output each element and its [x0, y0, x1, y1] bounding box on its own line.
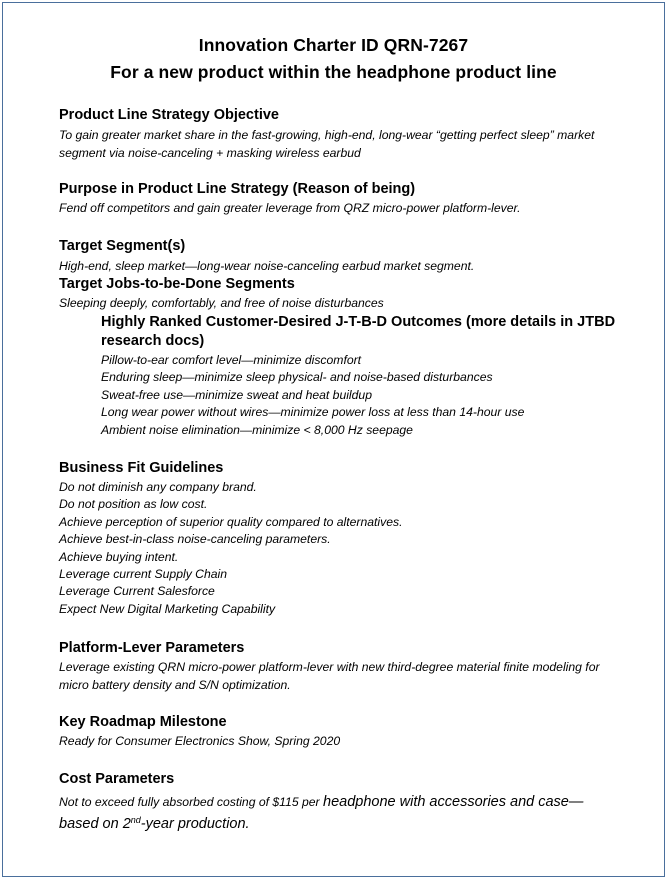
segments-text: High-end, sleep market—long-wear noise-canceling earbud market segment.	[59, 259, 475, 273]
purpose-text: Fend off competitors and gain greater leverage from QRZ micro-power platform-lever.	[59, 201, 521, 215]
business-fit-item: Achieve best-in-class noise-canceling parameters.	[59, 532, 331, 546]
outcome-item: Enduring sleep—minimize sleep physical- and noise-based disturbances	[101, 370, 493, 384]
document-title: Innovation Charter ID QRN-7267	[198, 35, 469, 55]
outcome-item: Sweat-free use—minimize sweat and heat buildup	[101, 388, 372, 402]
document-subtitle: For a new product within the headphone product line	[110, 62, 557, 82]
cost-text-part: -year production.	[140, 816, 250, 832]
outcomes-heading-line1: Highly Ranked Customer-Desired J-T-B-D Outcomes (more details in JTBD	[101, 314, 616, 330]
business-fit-item: Do not position as low cost.	[59, 497, 208, 511]
business-fit-heading: Business Fit Guidelines	[59, 460, 224, 476]
charter-document	[2, 2, 665, 877]
business-fit-item: Expect New Digital Marketing Capability	[59, 602, 276, 616]
segments-heading: Target Segment(s)	[59, 238, 186, 254]
outcomes-heading-line2: research docs)	[101, 333, 205, 349]
platform-text: Leverage existing QRN micro-power platform-lever with new third-degree material finite modeling for micro battery density and S/N optimization.	[59, 660, 600, 692]
business-fit-item: Leverage current Supply Chain	[59, 567, 228, 581]
milestone-heading: Key Roadmap Milestone	[59, 714, 227, 730]
cost-text	[59, 791, 639, 835]
business-fit-item: Do not diminish any company brand.	[59, 480, 257, 494]
outcome-item: Long wear power without wires—minimize power loss at less than 14-hour use	[101, 405, 525, 419]
business-fit-item: Achieve perception of superior quality compared to alternatives.	[59, 515, 403, 529]
cost-text-part: headphone with accessories and case—	[323, 794, 584, 810]
jtbd-text: Sleeping deeply, comfortably, and free of noise disturbances	[59, 296, 384, 310]
objective-text: To gain greater market share in the fast-growing, high-end, long-wear “getting perfect sleep” market segment via noise-canceling + masking wireless earbud	[59, 128, 595, 160]
business-fit-item: Leverage Current Salesforce	[59, 584, 215, 598]
outcome-item: Ambient noise elimination—minimize < 8,000 Hz seepage	[101, 423, 413, 437]
cost-text-superscript: nd	[130, 814, 141, 825]
cost-text-part: based on 2	[59, 816, 131, 832]
platform-heading: Platform-Lever Parameters	[59, 640, 245, 656]
cost-text-part: Not to exceed fully absorbed costing of $115 per	[59, 795, 324, 809]
cost-heading: Cost Parameters	[59, 771, 175, 787]
outcome-item: Pillow-to-ear comfort level—minimize discomfort	[101, 353, 362, 367]
milestone-text: Ready for Consumer Electronics Show, Spring 2020	[59, 734, 341, 748]
jtbd-heading: Target Jobs-to-be-Done Segments	[59, 276, 295, 292]
business-fit-item: Achieve buying intent.	[59, 550, 179, 564]
purpose-heading: Purpose in Product Line Strategy (Reason of being)	[59, 181, 416, 197]
objective-heading: Product Line Strategy Objective	[59, 107, 279, 123]
